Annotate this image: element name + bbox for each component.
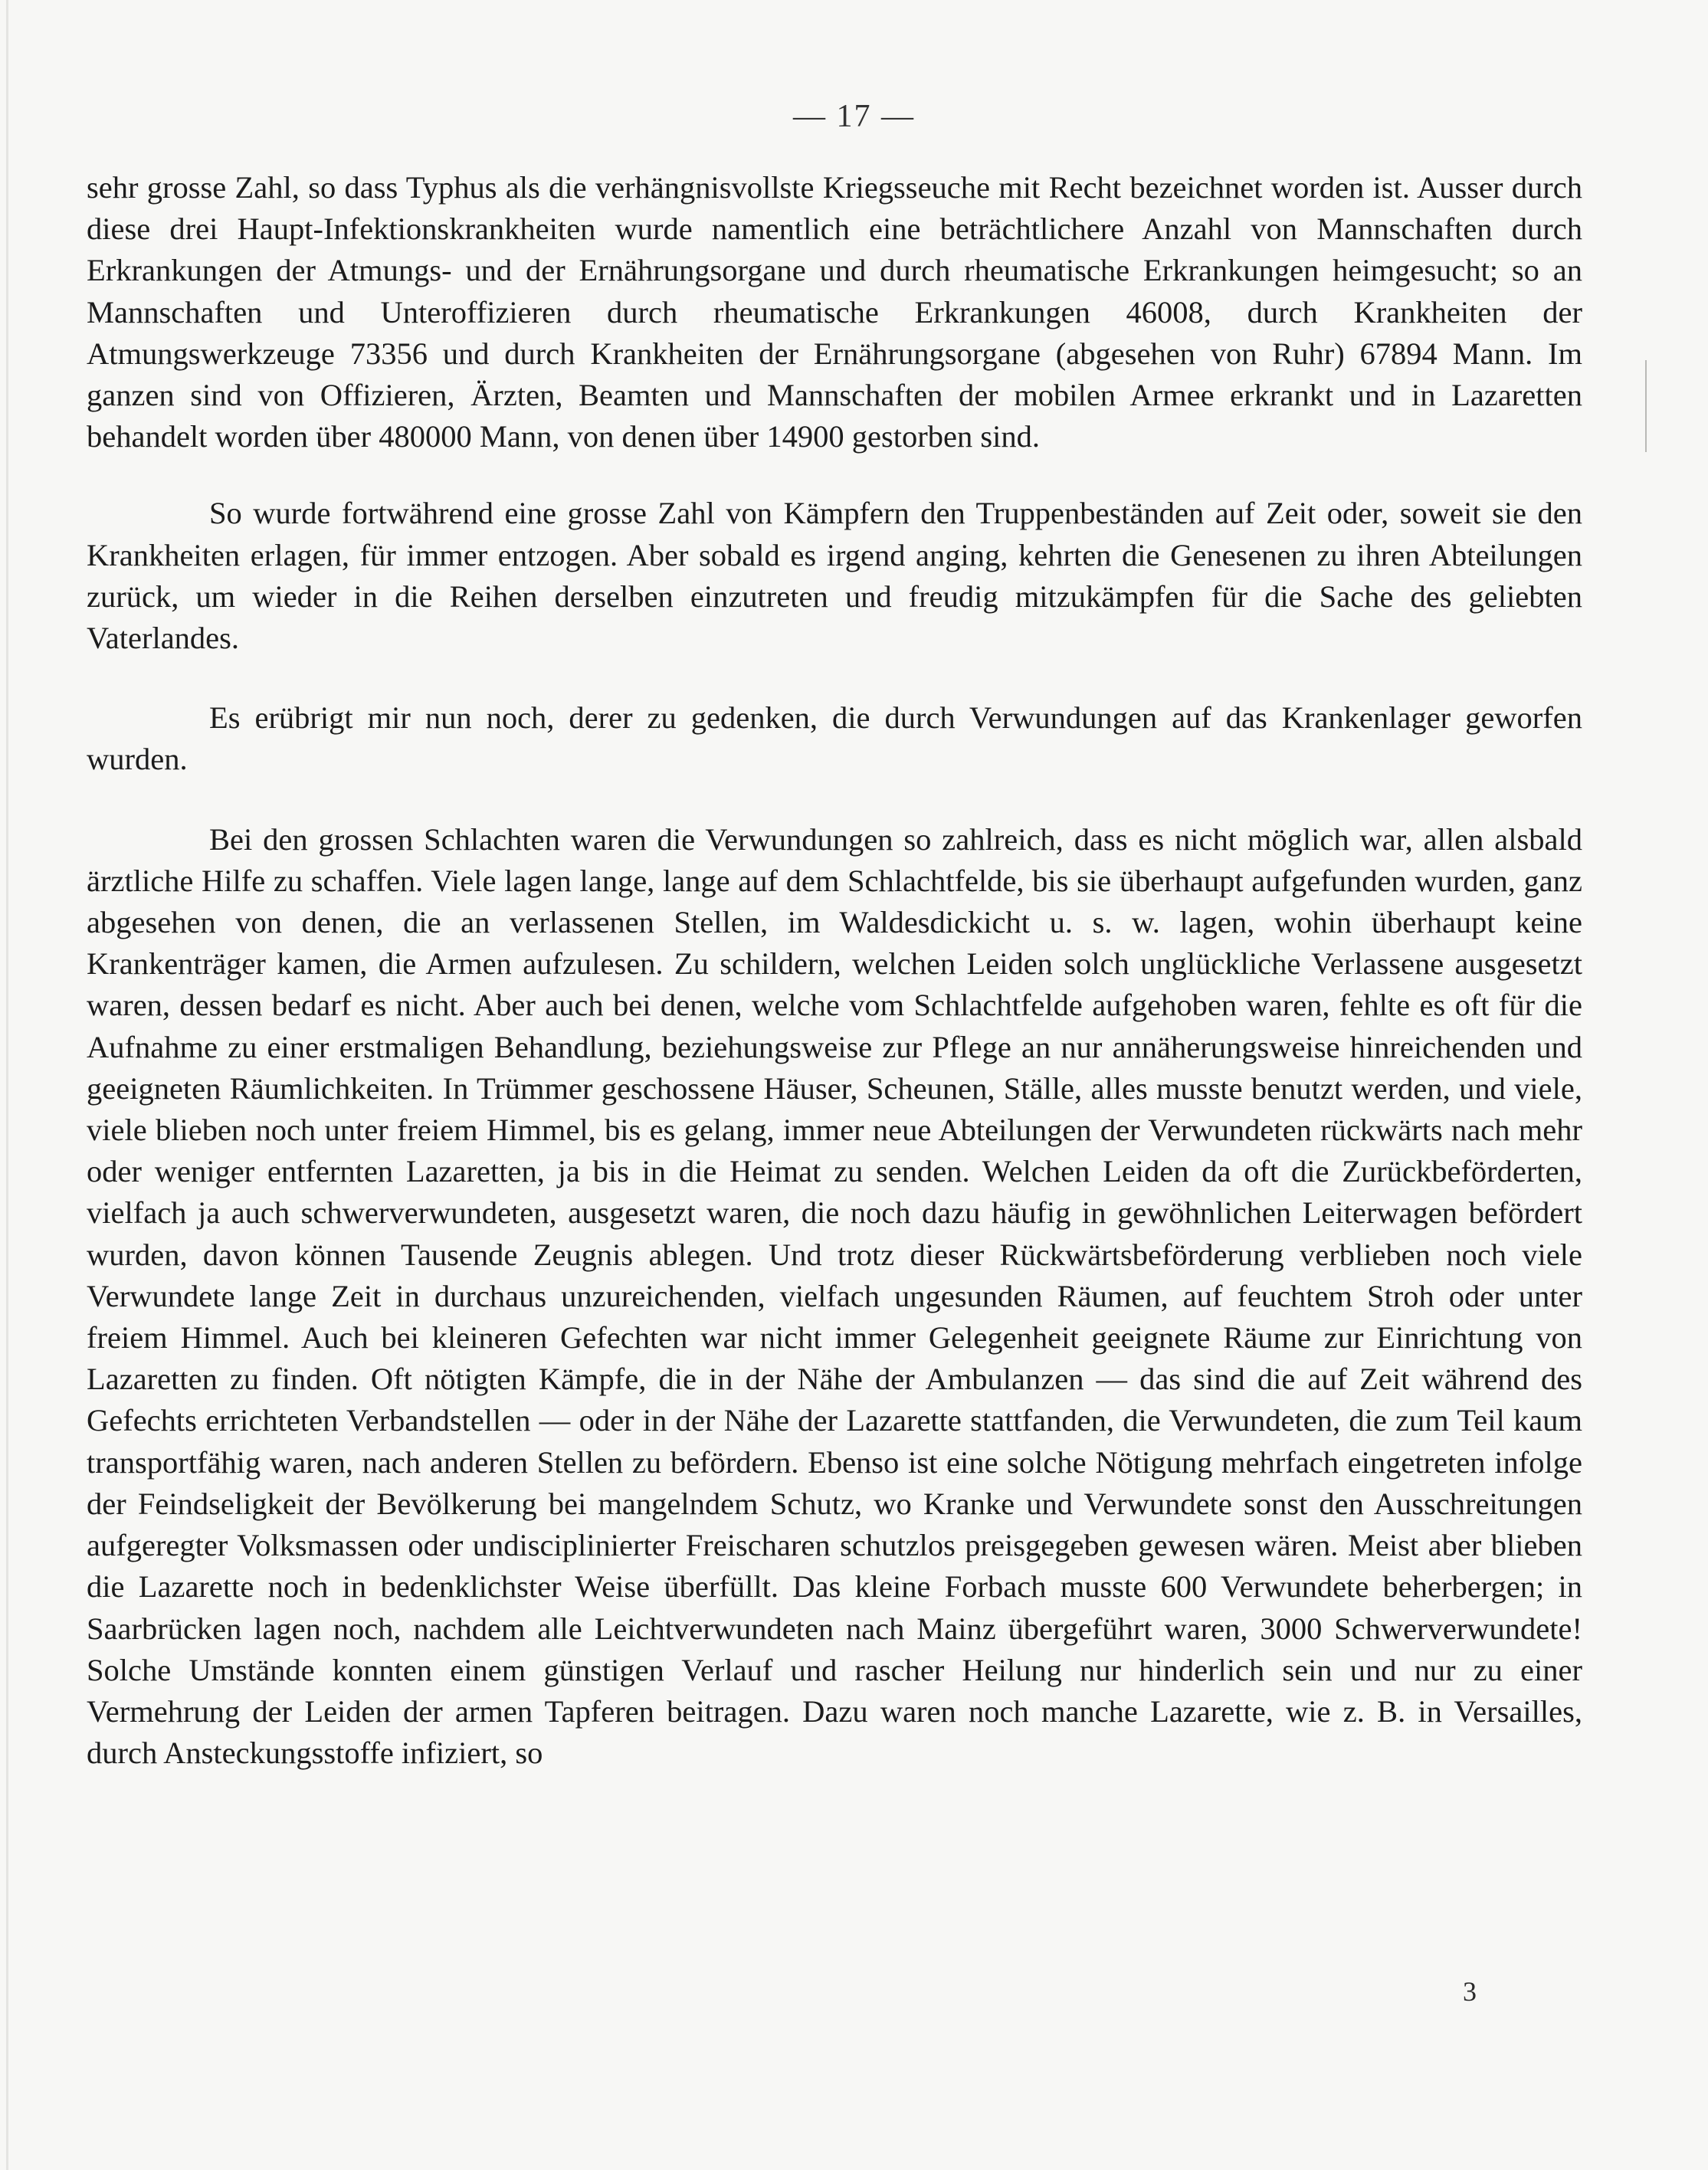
body-text (87, 167, 1582, 1774)
paragraph-3: Es erübrigt mir nun noch, derer zu gedenken, die durch Verwundungen auf das Krankenlager geworfen wurden. (87, 700, 1582, 777)
scan-mark (1645, 360, 1647, 452)
page-number: — 17 — (793, 99, 915, 134)
signature-mark: 3 (1463, 1976, 1477, 2007)
paragraph-2: So wurde fortwährend eine grosse Zahl von Kämpfern den Truppenbeständen auf Zeit oder, soweit sie den Krankheiten erlagen, für immer entzogen. Aber sobald es irgend anging, kehrten die Genesenen zu ihren Abteilungen zurück, um wieder in die Reihen derselben einzutreten und freudig mitzukämpfen für die Sache des geliebten Vaterlandes. (87, 496, 1582, 656)
paragraph-1: sehr grosse Zahl, so dass Typhus als die verhängnisvollste Kriegsseuche mit Recht bezeichnet worden ist. Ausser durch diese drei Haupt-Infektionskrankheiten wurde namentlich eine beträchtlichere Anzahl von Mannschaften durch Erkrankungen der Atmungs- und der Ernährungsorgane und durch rheumatische Erkrankungen heimgesucht; so an Mannschaften und Unteroffizieren durch rheumatische Erkrankungen 46008, durch Krankheiten der Atmungswerkzeuge 73356 und durch Krankheiten der Ernährungsorgane (abgesehen von Ruhr) 67894 Mann. Im ganzen sind von Offizieren, Ärzten, Beamten und Mannschaften der mobilen Armee erkrankt und in Lazaretten behandelt worden über 480000 Mann, von denen über 14900 gestorben sind. (87, 170, 1582, 454)
scan-edge-shadow (6, 0, 8, 2170)
paragraph-4: Bei den grossen Schlachten waren die Verwundungen so zahlreich, dass es nicht möglich war, allen alsbald ärztliche Hilfe zu schaffen. Viele lagen lange, lange auf dem Schlachtfelde, bis sie überhaupt aufgefunden wurden, ganz abgesehen von denen, die an verlassenen Stellen, im Waldesdickicht u. s. w. lagen, wohin überhaupt keine Krankenträger kamen, die Armen aufzulesen. Zu schildern, welchen Leiden solch unglückliche Verlassene ausgesetzt waren, dessen bedarf es nicht. Aber auch bei denen, welche vom Schlachtfelde aufgehoben waren, fehlte es oft für die Aufnahme zu einer erstmaligen Behandlung, beziehungsweise zur Pflege an nur annäherungsweise hinreichenden und geeigneten Räumlichkeiten. In Trümmer geschossene Häuser, Scheunen, Ställe, alles musste benutzt werden, und viele, viele blieben noch unter freiem Himmel, bis es gelang, immer neue Abteilungen der Verwundeten rückwärts nach mehr oder weniger entfernten Lazaretten, ja bis in die Heimat zu senden. Welchen Leiden da oft die Zurückbeförderten, vielfach ja auch schwerverwundeten, ausgesetzt waren, die noch dazu häufig in gewöhnlichen Leiterwagen befördert wurden, davon können Tausende Zeugnis ablegen. Und trotz dieser Rückwärtsbeförderung verblieben noch viele Verwundete lange Zeit in durchaus unzureichenden, vielfach ungesunden Räumen, auf feuchtem Stroh oder unter freiem Himmel. Auch bei kleineren Gefechten war nicht immer Gelegenheit geeignete Räume zur Einrichtung von Lazaretten zu finden. Oft nötigten Kämpfe, die in der Nähe der Ambulanzen — das sind die auf Zeit während des Gefechts errichteten Verbandstellen — oder in der Nähe der Lazarette stattfanden, die Verwundeten, die zum Teil kaum transportfähig waren, nach anderen Stellen zu befördern. Ebenso ist eine solche Nötigung mehrfach eingetreten infolge der Feindseligkeit der Bevölkerung bei mangelndem Schutz, wo Kranke und Verwundete sonst den Ausschreitungen aufgeregter Volksmassen oder undisciplinierter Freischaren schutzlos preisgegeben gewesen wären. Meist aber blieben die Lazarette noch in bedenklichster Weise überfüllt. Das kleine Forbach musste 600 Verwundete beherbergen; in Saarbrücken lagen noch, nachdem alle Leichtverwundeten nach Mainz übergeführt waren, 3000 Schwerverwundete! Solche Umstände konnten einem günstigen Verlauf und rascher Heilung nur hinderlich sein und nur zu einer Vermehrung der Leiden der armen Tapferen beitragen. Dazu waren noch manche Lazarette, wie z. B. in Versailles, durch Ansteckungsstoffe infiziert, so (87, 821, 1582, 1771)
